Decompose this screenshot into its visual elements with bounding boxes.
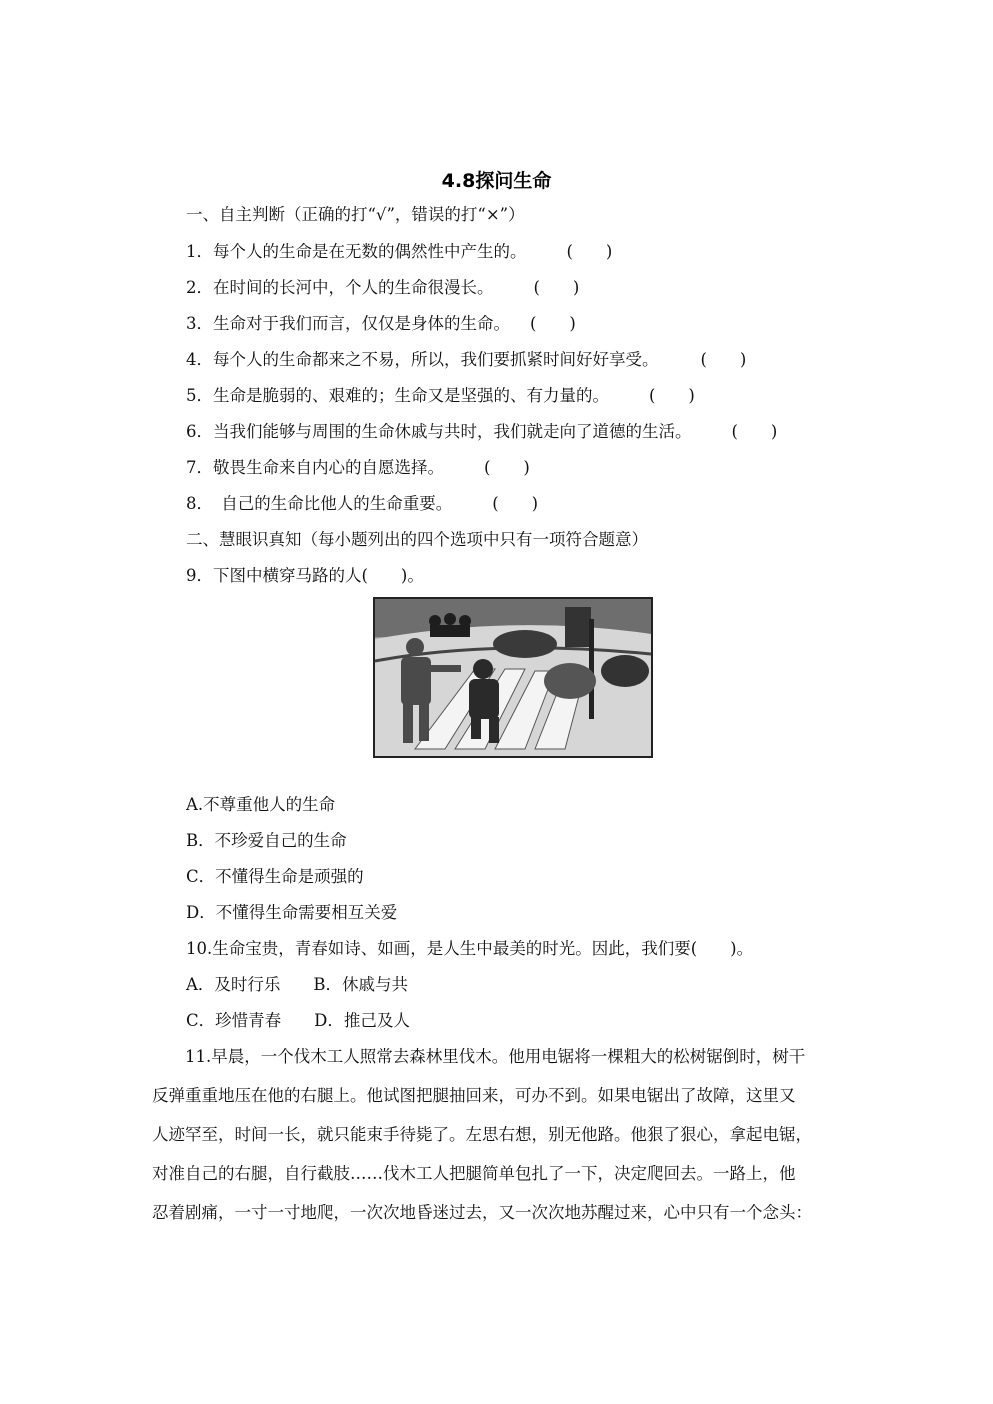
judgement-item-8 [186,492,538,516]
question-10-options-row2: C．珍惜青春 D．推己及人 [186,1011,410,1030]
answer-blank: ( ) [566,242,613,261]
answer-blank: ( ) [533,278,580,297]
question-11-line-5: 忍着剧痛，一寸一寸地爬，一次次地昏迷过去，又一次次地苏醒过来，心中只有一个念头： [152,1203,812,1222]
item-text: 3．生命对于我们而言，仅仅是身体的生命。 [186,314,510,333]
item-text: 2．在时间的长河中，个人的生命很漫长。 [186,278,494,297]
section1-heading: 一、自主判断（正确的打“√”，错误的打“×”） [186,205,525,224]
question-9-stem: 9．下图中横穿马路的人( )。 [186,566,424,585]
question-9-option-d: D．不懂得生命需要相互关爱 [186,903,398,922]
judgement-item-2 [186,276,579,300]
item-text: 1．每个人的生命是在无数的偶然性中产生的。 [186,242,527,261]
judgement-item-6 [186,420,777,444]
question-11-line-1: 11.早晨，一个伐木工人照常去森林里伐木。他用电锯将一棵粗大的松树锯倒时，树干 [152,1047,806,1066]
question-9-option-c: C．不懂得生命是顽强的 [186,867,364,886]
answer-blank: ( ) [530,314,576,333]
crosswalk-illustration [373,597,653,758]
question-11-line-2: 反弹重重地压在他的右腿上。他试图把腿抽回来，可办不到。如果电锯出了故障，这里又 [152,1086,796,1105]
judgement-item-5 [186,384,695,408]
question-10-stem: 10.生命宝贵，青春如诗、如画，是人生中最美的时光。因此，我们要( )。 [186,939,754,958]
item-text: 5．生命是脆弱的、艰难的；生命又是坚强的、有力量的。 [186,386,609,405]
judgement-item-1 [186,240,612,264]
answer-blank: ( ) [484,458,530,477]
section2-heading: 二、慧眼识真知（每小题列出的四个选项中只有一项符合题意） [186,530,648,549]
question-10-options-row1: A．及时行乐 B．休戚与共 [186,975,409,994]
answer-blank: ( ) [649,386,695,405]
item-text: 7．敬畏生命来自内心的自愿选择。 [186,458,444,477]
question-11-line-3: 人迹罕至，时间一长，就只能束手待毙了。左思右想，别无他路。他狠了狠心，拿起电锯， [152,1125,812,1144]
item-text: 8． 自己的生命比他人的生命重要。 [186,494,453,513]
answer-blank: ( ) [492,494,539,513]
item-text: 4．每个人的生命都来之不易，所以，我们要抓紧时间好好享受。 [186,350,659,369]
answer-blank: ( ) [731,422,778,441]
crosswalk-illustration-image [375,599,651,756]
judgement-item-4 [186,348,746,372]
judgement-item-3 [186,312,576,336]
question-9-option-b: B．不珍爱自己的生命 [186,831,347,850]
item-text: 6．当我们能够与周围的生命休戚与共时，我们就走向了道德的生活。 [186,422,692,441]
page-title: 4.8探问生命 [441,170,552,192]
answer-blank: ( ) [700,350,747,369]
judgement-item-7 [186,456,530,480]
question-9-option-a: A.不尊重他人的生命 [186,795,336,814]
question-11-line-4: 对准自己的右腿，自行截肢……伐木工人把腿简单包扎了一下，决定爬回去。一路上，他 [152,1164,796,1183]
